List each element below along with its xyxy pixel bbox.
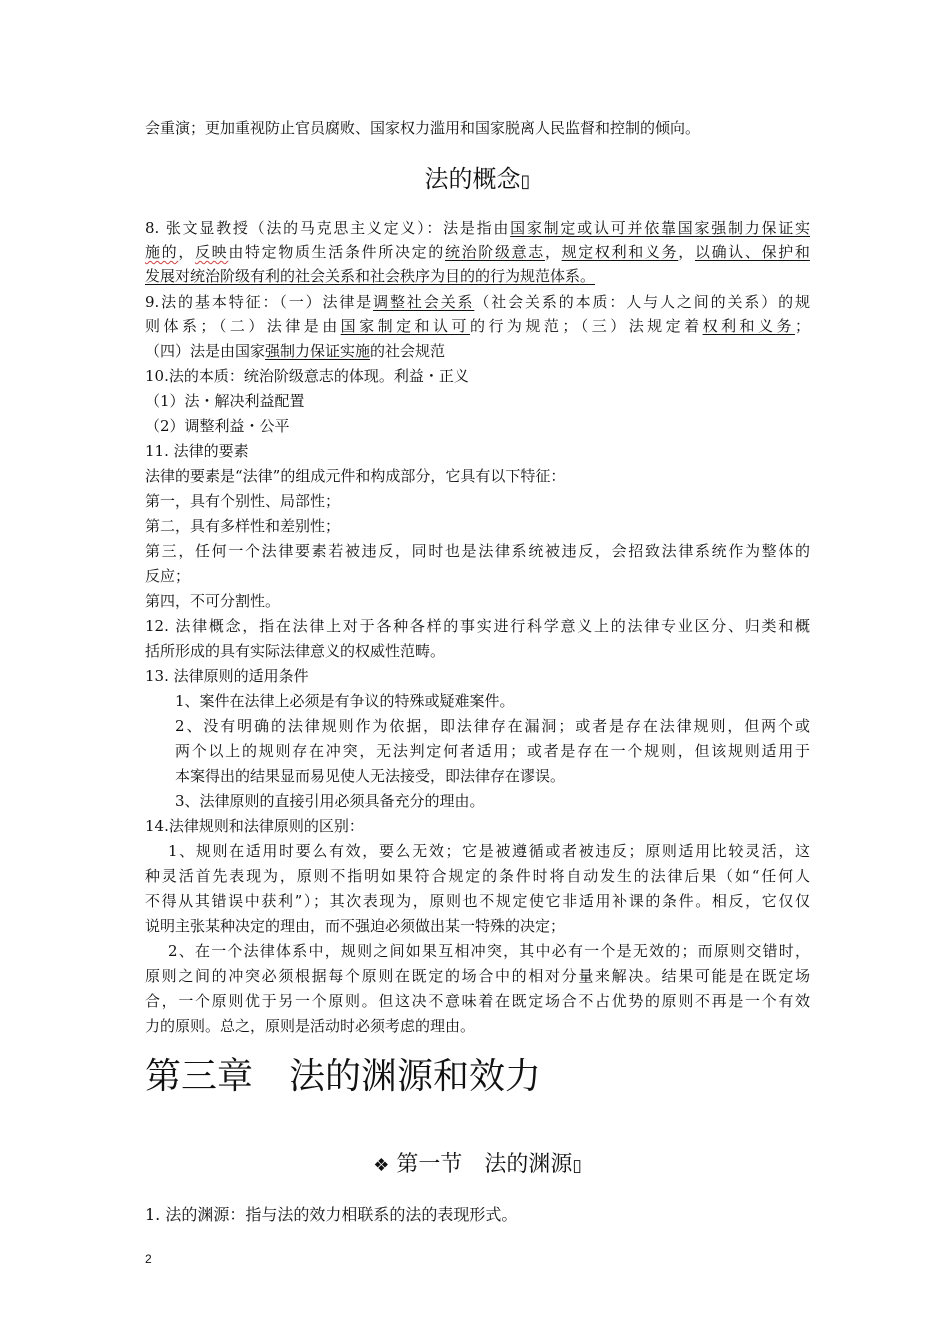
section-heading: 法的概念▯ (424, 165, 531, 193)
item-8-line-1: 8. 张文显教授（法的马克思主义定义）：法是指由国家制定或认可并依靠国家强制力保证实 (145, 219, 810, 237)
item-14-sub-2-line-4: 力的原则。总之，原则是活动时必须考虑的理由。 (145, 1017, 476, 1035)
item-11-fourth: 第四，不可分割性。 (145, 592, 281, 610)
page-number: 2 (145, 1252, 152, 1266)
item-11: 11. 法律的要素 (145, 442, 249, 460)
section-title: ❖ 第一节 法的渊源▯ (373, 1152, 582, 1177)
item-11-third-line-1: 第三，任何一个法律要素若被违反，同时也是法律系统被违反，会招致法律系统作为整体的 (145, 542, 810, 560)
item-13-sub-2-line-2: 两个以上的规则存在冲突，无法判定何者适用；或者是存在一个规则，但该规则适用于 (175, 742, 810, 760)
item-11-intro: 法律的要素是“法律”的组成元件和构成部分，它具有以下特征： (145, 467, 566, 485)
item-14-sub-2-line-1: 2、在一个法律体系中，规则之间如果互相冲突，其中必有一个是无效的；而原则交错时， (168, 942, 810, 960)
item-9-line-1: 9.法的基本特征：（一）法律是调整社会关系（社会关系的本质：人与人之间的关系）的规 (145, 293, 810, 311)
item-10-sub-1: （1）法・解决利益配置 (145, 392, 305, 410)
item-13-sub-2-line-3: 本案得出的结果显而易见使人无法接受，即法律存在谬误。 (175, 767, 566, 785)
diamond-bullet-icon: ❖ (373, 1155, 390, 1176)
item-13: 13. 法律原则的适用条件 (145, 667, 309, 685)
item-8-line-2: 施的，反映由特定物质生活条件所决定的统治阶级意志，规定权利和义务，以确认、保护和 (145, 243, 810, 261)
item-12-line-1: 12. 法律概念，指在法律上对于各种各样的事实进行科学意义上的法律专业区分、归类和概 (145, 617, 810, 635)
item-10: 10.法的本质：统治阶级意志的体现。利益・正义 (145, 367, 469, 385)
item-11-second: 第二，具有多样性和差别性； (145, 517, 341, 535)
item-14-sub-1-line-4: 说明主张某种决定的理由，而不强迫必须做出某一特殊的决定； (145, 917, 566, 935)
item-9-line-2: 则体系；（二）法律是由国家制定和认可的行为规范；（三）法规定着权利和义务； (145, 317, 810, 335)
item-14-sub-1-line-3: 不得从其错误中获利”）；其次表现为，原则也不规定使它非适用补课的条件。相反，它仅仅 (145, 892, 810, 910)
item-13-sub-1: 1、案件在法律上必须是有争议的特殊或疑难案件。 (175, 692, 515, 710)
item-14-sub-2-line-2: 原则之间的冲突必须根据每个原则在既定的场合中的相对分量来解决。结果可能是在既定场 (145, 967, 810, 985)
item-14: 14.法律规则和法律原则的区别： (145, 817, 364, 835)
paragraph-line: 会重演；更加重视防止官员腐败、国家权力滥用和国家脱离人民监督和控制的倾向。 (145, 119, 701, 137)
item-8-line-3: 发展对统治阶级有利的社会关系和社会秩序为目的的行为规范体系。 (145, 267, 596, 285)
item-11-first: 第一，具有个别性、局部性； (145, 492, 341, 510)
item-13-sub-3: 3、法律原则的直接引用必须具备充分的理由。 (175, 792, 485, 810)
item-11-third-line-2: 反应； (145, 567, 191, 585)
chapter-title: 第三章 法的渊源和效力 (145, 1056, 542, 1097)
source-item-1: 1. 法的渊源：指与法的效力相联系的法的表现形式。 (145, 1205, 518, 1224)
item-10-sub-2: （2）调整利益・公平 (145, 417, 290, 435)
item-13-sub-2-line-1: 2、没有明确的法律规则作为依据，即法律存在漏洞；或者是存在法律规则，但两个或 (175, 717, 810, 735)
item-14-sub-1-line-1: 1、规则在适用时要么有效，要么无效；它是被遵循或者被违反；原则适用比较灵活，这 (168, 842, 810, 860)
item-12-line-2: 括所形成的具有实际法律意义的权威性范畴。 (145, 642, 446, 660)
item-9-line-3: （四）法是由国家强制力保证实施的社会规范 (145, 342, 446, 360)
item-14-sub-1-line-2: 种灵活首先表现为，原则不指明如果符合规定的条件时将自动发生的法律后果（如“任何人 (145, 867, 810, 885)
item-14-sub-2-line-3: 合，一个原则优于另一个原则。但这决不意味着在既定场合不占优势的原则不再是一个有效 (145, 992, 810, 1010)
